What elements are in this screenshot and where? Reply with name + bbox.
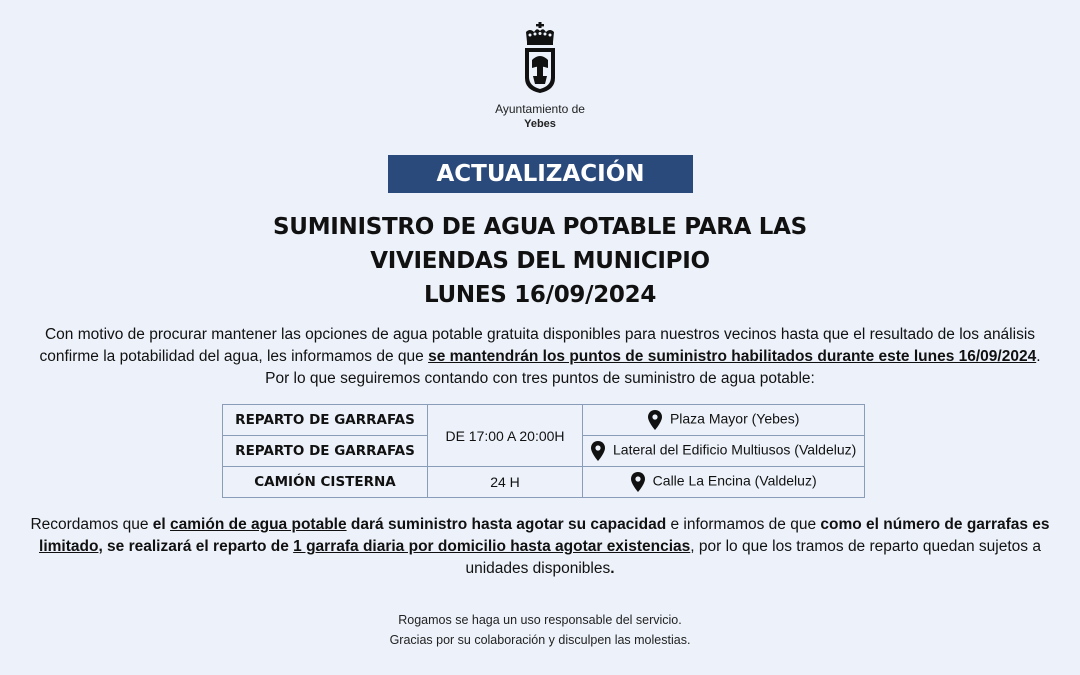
table-row <box>223 405 865 436</box>
footer-note <box>0 610 1080 650</box>
supply-hours: DE 17:00 A 20:00H <box>428 405 583 467</box>
supply-type: CAMIÓN CISTERNA <box>223 467 428 498</box>
supply-points-table <box>222 404 865 498</box>
page-title <box>0 210 1080 312</box>
supply-hours: 24 H <box>428 467 583 498</box>
location-pin-icon <box>631 472 645 492</box>
location-label: Calle La Encina (Valdeluz) <box>652 472 817 489</box>
notice-highlight: 1 garrafa diaria por domicilio hasta agotar existencias <box>293 538 691 555</box>
municipal-logo <box>0 22 1080 130</box>
notice-highlight: limitado <box>39 538 99 555</box>
intro-line <box>0 346 1080 368</box>
supply-type: REPARTO DE GARRAFAS <box>223 436 428 467</box>
notice-paragraph <box>0 514 1080 580</box>
location-label: Plaza Mayor (Yebes) <box>669 410 800 427</box>
supply-type: REPARTO DE GARRAFAS <box>223 405 428 436</box>
intro-text: . <box>1036 348 1041 365</box>
notice-highlight: camión de agua potable <box>170 516 347 533</box>
intro-text: confirme la potabilidad del agua, les informamos de que <box>39 348 429 365</box>
notice-bold: . <box>610 560 615 577</box>
notice-text: , por lo que los tramos de reparto quedan sujetos a <box>690 538 1041 555</box>
notice-bold: dará suministro hasta agotar su capacidad <box>346 516 667 533</box>
notice-bold: , se realizará el reparto de <box>98 538 294 555</box>
title-line: SUMINISTRO DE AGUA POTABLE PARA LAS <box>273 214 807 240</box>
logo-town-name: Yebes <box>524 118 556 130</box>
notice-text: Recordamos que <box>30 516 153 533</box>
intro-line: Con motivo de procurar mantener las opciones de agua potable gratuita disponibles para nuestros vecinos hasta que el resultado de los análisis <box>44 326 1036 343</box>
notice-line <box>0 514 1080 536</box>
title-line: VIVIENDAS DEL MUNICIPIO <box>370 248 710 274</box>
notice-text: e informamos de que <box>666 516 821 533</box>
supply-location <box>583 436 865 467</box>
notice-line <box>0 558 1080 580</box>
notice-line <box>0 536 1080 558</box>
logo-caption: Ayuntamiento de <box>495 102 585 116</box>
intro-paragraph <box>0 324 1080 390</box>
intro-line: Por lo que seguiremos contando con tres puntos de suministro de agua potable: <box>265 370 815 387</box>
update-badge: ACTUALIZACIÓN <box>388 155 693 193</box>
location-label: Lateral del Edificio Multiusos (Valdeluz) <box>613 441 857 458</box>
location-pin-icon <box>591 441 605 461</box>
table-row <box>223 467 865 498</box>
location-pin-icon <box>648 410 662 430</box>
notice-bold: el <box>152 516 171 533</box>
footer-line: Rogamos se haga un uso responsable del servicio. <box>398 613 682 627</box>
supply-location <box>583 405 865 436</box>
footer-line: Gracias por su colaboración y disculpen las molestias. <box>389 633 691 647</box>
supply-location <box>583 467 865 498</box>
notice-bold: como el número de garrafas es <box>820 516 1050 533</box>
intro-highlight: se mantendrán los puntos de suministro habilitados durante este lunes 16/09/2024 <box>428 348 1037 365</box>
title-date: LUNES 16/09/2024 <box>423 282 657 308</box>
notice-text: unidades disponibles <box>465 560 611 577</box>
crest-logo-icon <box>522 22 558 94</box>
